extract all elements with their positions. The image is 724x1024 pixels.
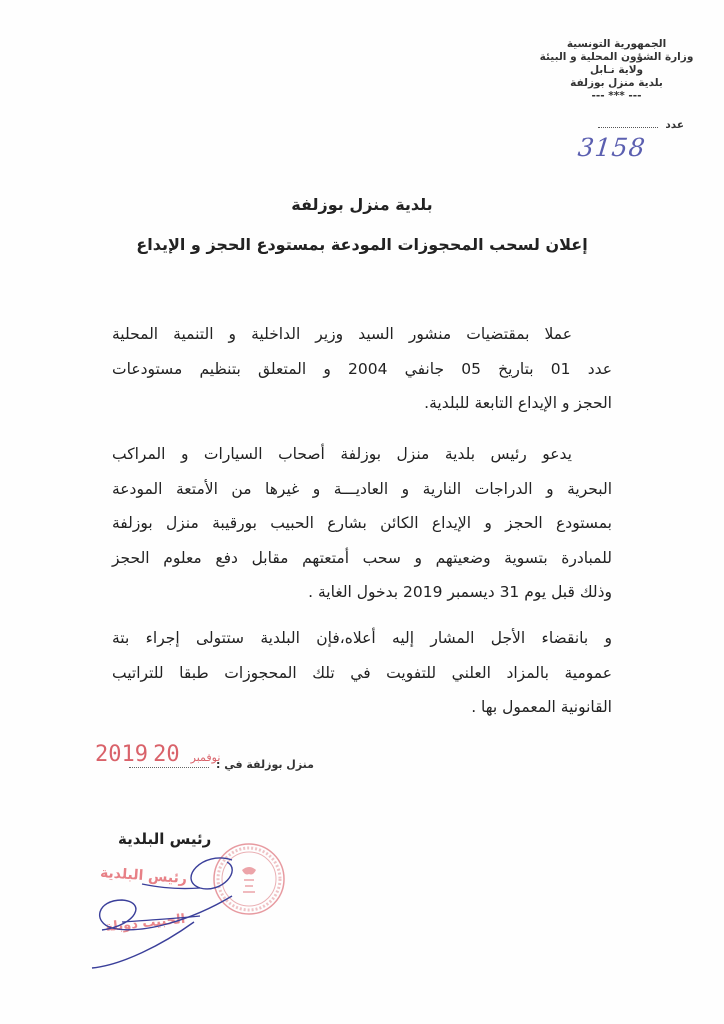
letterhead-line-republic: الجمهورية التونسية — [566, 38, 667, 50]
paragraph-1-line: عملا بمقتضيات منشور السيد وزير الداخلية و التنمية المحلية — [112, 325, 572, 343]
letterhead-separator: --- *** --- — [591, 90, 642, 102]
date-stamp — [95, 742, 226, 767]
document-title-municipality: بلدية منزل بوزلفة — [291, 195, 433, 214]
stamp-title-text: رئيس البلدية — [99, 864, 188, 888]
paragraph-2-line: يدعو رئيس بلدية منزل بوزلفة أصحاب السيارات و المراكب — [112, 445, 572, 463]
place-label: منزل بوزلفة في : — [216, 758, 314, 771]
signatory-title: رئيس البلدية — [118, 830, 212, 848]
reference-number-row — [598, 118, 684, 131]
reference-label: عدد — [665, 119, 684, 131]
document-title-subject: إعلان لسحب المحجوزات المودعة بمستودع الحجز و الإيداع — [136, 235, 588, 254]
handwritten-signature-icon — [82, 850, 262, 980]
paragraph-3-line: عمومية بالمزاد العلني للتفويت في تلك المحجوزات طبقا للتراتيب — [112, 663, 612, 682]
paragraph-3-line: و بانقضاء الأجل المشار إليه أعلاه،فإن البلدية ستتولى إجراء بتة — [112, 629, 612, 647]
letterhead-line-municipality: بلدية منزل بوزلفة — [570, 77, 663, 89]
reference-dotted-line — [598, 118, 658, 128]
paragraph-2-line: بمستودع الحجز و الإيداع الكائن بشارع الحبيب بورقيبة منزل بوزلفة — [112, 514, 612, 532]
paragraph-2 — [112, 437, 612, 610]
stamp-name-text: الحبيب دوبلة — [104, 911, 187, 936]
paragraph-2-line: وذلك قبل يوم 31 ديسمبر 2019 بدخول الغاية . — [308, 583, 612, 601]
date-stamp-day: 20 — [153, 742, 180, 767]
date-stamp-year: 2019 — [95, 742, 148, 767]
paragraph-1-line: الحجز و الإيداع التابعة للبلدية. — [424, 394, 612, 412]
paragraph-2-line: البحرية و الدراجات النارية و العاديـــة و غيرها من الأمتعة المودعة — [112, 479, 612, 498]
paragraph-2-line: للمبادرة بتسوية وضعيتهم و سحب أمتعتهم مقابل دفع معلوم الحجز — [112, 548, 612, 567]
handwritten-reference-number: 3158 — [576, 133, 648, 162]
letterhead — [529, 38, 704, 103]
date-stamp-month: نوفمبر — [190, 751, 221, 764]
paragraph-1-line: عدد 01 بتاريخ 05 جانفي 2004 و المتعلق بتنظيم مستودعات — [112, 359, 612, 378]
letterhead-line-governorate: ولاية نـابل — [589, 64, 644, 76]
paragraph-3 — [112, 621, 612, 725]
paragraph-1 — [112, 317, 612, 421]
paragraph-3-line: القانونية المعمول بها . — [471, 698, 612, 716]
letterhead-line-ministry: وزارة الشؤون المحلية و البيئة — [539, 51, 694, 63]
